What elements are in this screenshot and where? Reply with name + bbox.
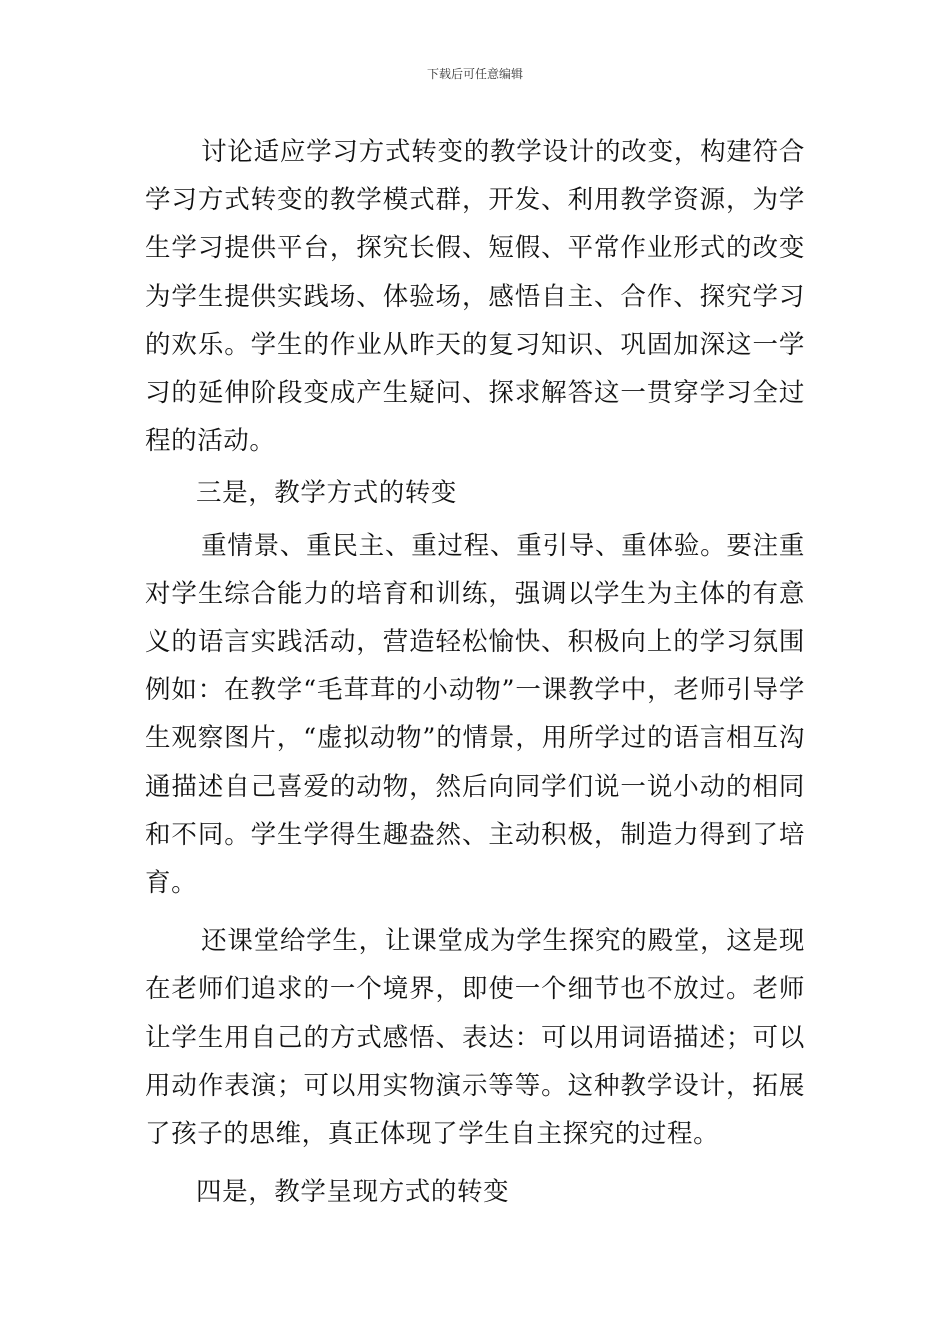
paragraph-design-change: 讨论适应学习方式转变的教学设计的改变，构建符合学习方式转变的教学模式群，开发、利用教学资源，为学生学习提供平台，探究长假、短假、平常作业形式的改变为学生提供实践场、体验场，感悟自主、合作、探究学习的欢乐。学生的作业从昨天的复习知识、巩固加深这一学习的延伸阶段变成产生疑问、探求解答这一贯穿学习全过程的活动。 — [145, 137, 805, 457]
section-heading-teaching-method: 三是，教学方式的转变 — [196, 478, 458, 509]
paragraph-emphasis: 重情景、重民主、重过程、重引导、重体验。要注重对学生综合能力的培育和训练，强调以学生为主体的有意义的语言实践活动，营造轻松愉快、积极向上的学习氛围例如：在教学“毛茸茸的小动物”一课教学中，老师引导学生观察图片，“虚拟动物”的情景，用所学过的语言相互沟通描述自己喜爱的动物，然后向同学们说一说小动的相同和不同。学生学得生趣盎然、主动积极，制造力得到了培育。 — [145, 530, 805, 899]
paragraph-classroom: 还课堂给学生，让课堂成为学生探究的殿堂，这是现在老师们追求的一个境界，即使一个细节也不放过。老师让学生用自己的方式感悟、表达：可以用词语描述；可以用动作表演；可以用实物演示等等。这种教学设计，拓展了孩子的思维，真正体现了学生自主探究的过程。 — [145, 926, 805, 1150]
page-header-note: 下载后可任意编辑 — [426, 67, 523, 81]
document-body — [145, 128, 805, 1216]
section-heading-presentation-method: 四是，教学呈现方式的转变 — [196, 1177, 510, 1208]
